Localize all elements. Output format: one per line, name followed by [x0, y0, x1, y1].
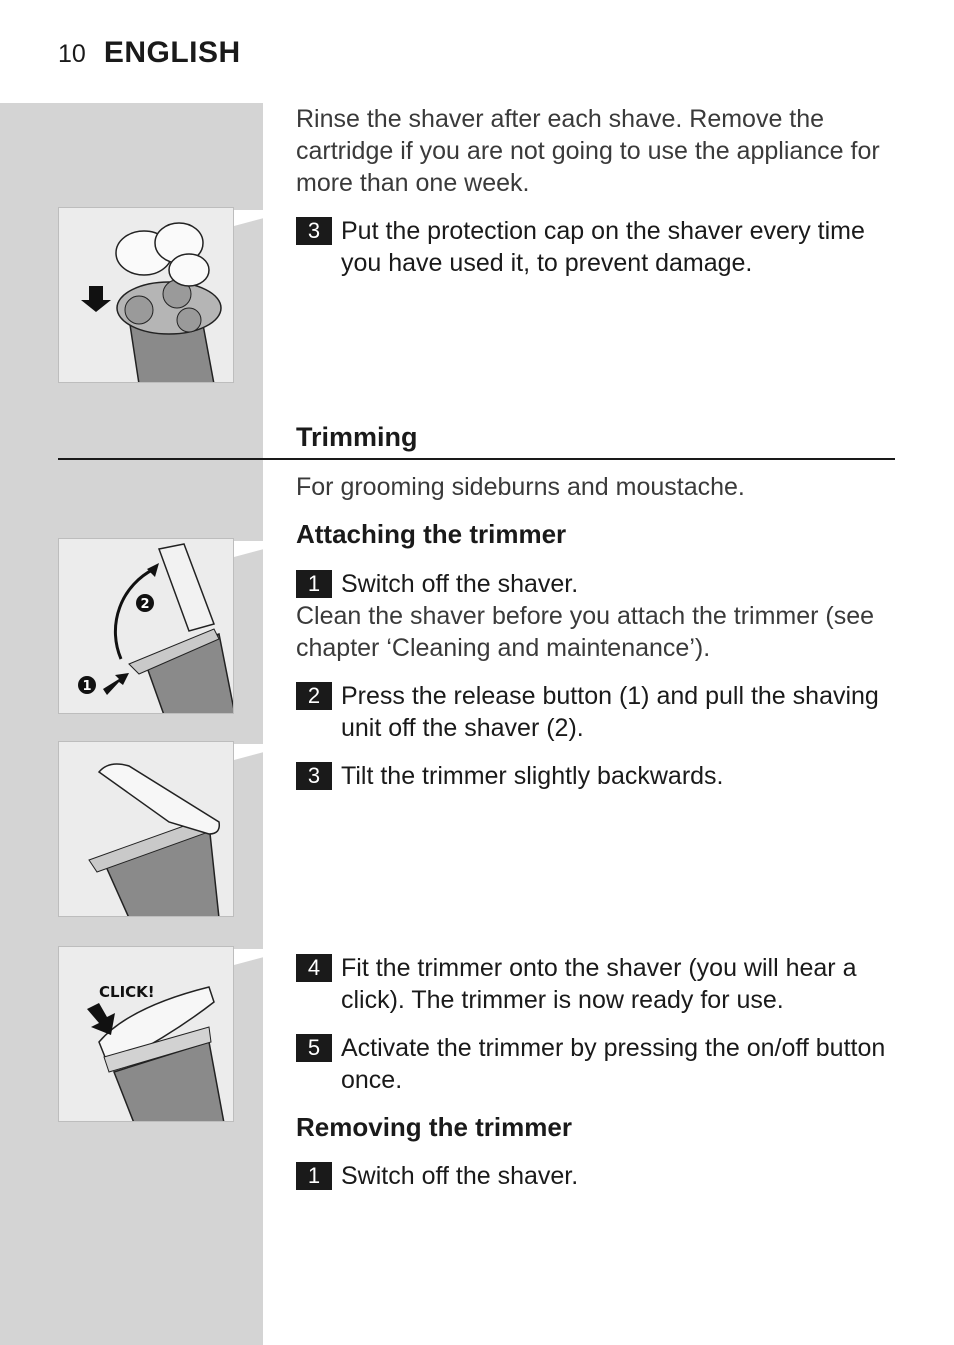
- illustration-pointer: [234, 541, 264, 557]
- illustration-click-trimmer: [58, 946, 234, 1122]
- step-number: 4: [296, 954, 332, 982]
- attach-step-2: [296, 680, 896, 744]
- step-number: 3: [296, 762, 332, 790]
- step-number: 5: [296, 1034, 332, 1062]
- step-number: 1: [296, 1162, 332, 1190]
- language-heading: ENGLISH: [103, 36, 241, 69]
- step-text: Switch off the shaver.: [341, 570, 579, 598]
- click-label: CLICK!: [99, 983, 155, 1001]
- attach-step-3: [296, 760, 896, 792]
- attach-note: Clean the shaver before you attach the trimmer (see chapter ‘Cleaning and maintenance’).: [296, 602, 875, 662]
- page-header: [58, 36, 241, 72]
- step-text: Put the protection cap on the shaver every time you have used it, to prevent damage.: [341, 217, 865, 277]
- illustration-tilt-trimmer: [58, 741, 234, 917]
- illustration-pointer: [234, 210, 264, 226]
- section-divider: [58, 458, 895, 460]
- step-text: Switch off the shaver.: [341, 1162, 579, 1190]
- step-text: Activate the trimmer by pressing the on/off button once.: [341, 1034, 886, 1094]
- step-number: 1: [296, 570, 332, 598]
- step-text: Tilt the trimmer slightly backwards.: [341, 762, 724, 790]
- down-arrow-icon: [81, 286, 111, 312]
- push-arrow-icon: [87, 1003, 115, 1035]
- step-number: 2: [296, 682, 332, 710]
- illustration-pointer: [234, 744, 264, 760]
- subheading-attaching: Attaching the trimmer: [296, 519, 567, 549]
- svg-text:2: 2: [140, 597, 150, 612]
- attach-step-5: [296, 1032, 896, 1096]
- illustration-protection-cap: [58, 207, 234, 383]
- illustration-pointer: [234, 949, 264, 965]
- trimming-description: For grooming sideburns and moustache.: [296, 473, 745, 501]
- attach-step-1: [296, 568, 896, 600]
- step-text: Fit the trimmer onto the shaver (you will hear a click). The trimmer is now ready for use.: [341, 954, 857, 1014]
- section-title-trimming: Trimming: [296, 422, 418, 452]
- subheading-removing: Removing the trimmer: [296, 1112, 572, 1142]
- page-number: 10: [58, 40, 86, 68]
- step-text: Press the release button (1) and pull the shaving unit off the shaver (2).: [341, 682, 879, 742]
- svg-text:1: 1: [82, 679, 92, 694]
- attach-step-4: [296, 952, 896, 1016]
- step-protection-cap: [296, 215, 896, 279]
- illustration-release-button: [58, 538, 234, 714]
- remove-step-1: [296, 1160, 896, 1192]
- push-arrow-icon: [103, 673, 129, 695]
- intro-paragraph: Rinse the shaver after each shave. Remove the cartridge if you are not going to use the appliance for more than one week.: [296, 105, 880, 197]
- step-number: 3: [296, 217, 332, 245]
